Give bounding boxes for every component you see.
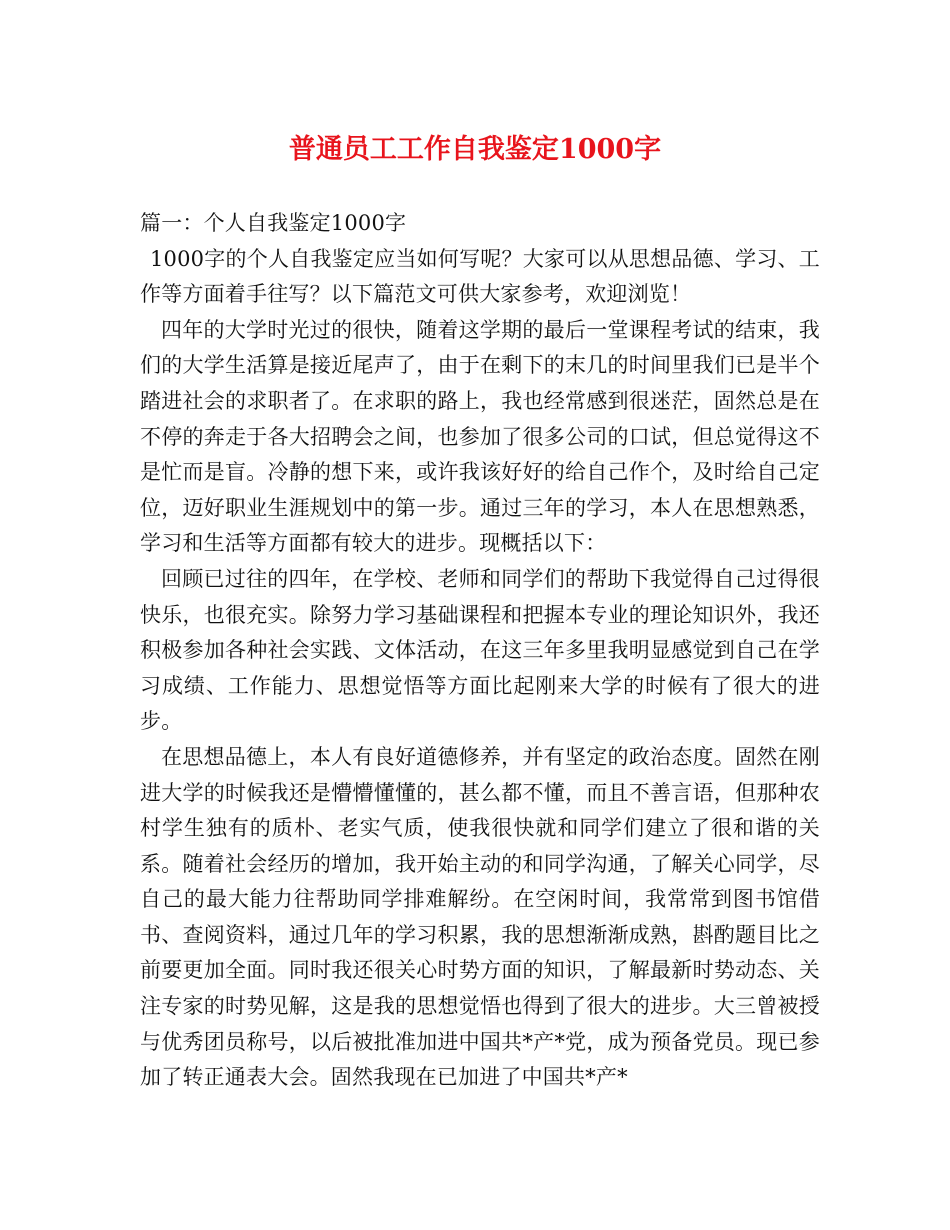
paragraph-moral-character: 在思想品德上，本人有良好道德修养，并有坚定的政治态度。固然在刚进大学的时候我还是懵懵懂懂的，甚么都不懂，而且不善言语，但那种农村学生独有的质朴、老实气质，使我很快就和同学们建立了很和谐的关系。随着社会经历的增加，我开始主动的和同学沟通，了解关心同学，尽自己的最大能力往帮助同学排难解纷。在空闲时间，我常常到图书馆借书、查阅资料，通过几年的学习积累，我的思想渐渐成熟，斟酌题目比之前要更加全面。同时我还很关心时势方面的知识，了解最新时势动态、关注专家的时势见解，这是我的思想觉悟也得到了很大的进步。大三曾被授与优秀团员称号，以后被批准加进中国共*产*党，成为预备党员。现已参加了转正通表大会。固然我现在已加进了中国共*产* xyxy=(140,744,820,1090)
document-title: 普通员工工作自我鉴定1000字 xyxy=(288,134,662,165)
section-heading: 篇一：个人自我鉴定1000字 xyxy=(140,211,407,235)
paragraph-university-life: 四年的大学时光过的很快，随着这学期的最后一堂课程考试的结束，我们的大学生活算是接近尾声了，由于在剩下的末几的时间里我们已是半个踏进社会的求职者了。在求职的路上，我也经常感到很迷茫，固然总是在不停的奔走于各大招聘会之间，也参加了很多公司的口试，但总觉得这不是忙而是盲。冷静的想下来，或许我该好好的给自己作个，及时给自己定位，迈好职业生涯规划中的第一步。通过三年的学习，本人在思想熟悉，学习和生活等方面都有较大的进步。现概括以下： xyxy=(140,317,820,556)
paragraph-review: 回顾已过往的四年，在学校、老师和同学们的帮助下我觉得自己过得很快乐，也很充实。除努力学习基础课程和把握本专业的理论知识外，我还积极参加各种社会实践、文体活动，在这三年多里我明显感觉到自己在学习成绩、工作能力、思想觉悟等方面比起刚来大学的时候有了很大的进步。 xyxy=(140,566,820,734)
document-body xyxy=(140,206,820,1096)
paragraph-intro: 1000字的个人自我鉴定应当如何写呢？大家可以从思想品德、学习、工作等方面着手往写？以下篇范文可供大家参考，欢迎浏览！ xyxy=(140,246,820,307)
